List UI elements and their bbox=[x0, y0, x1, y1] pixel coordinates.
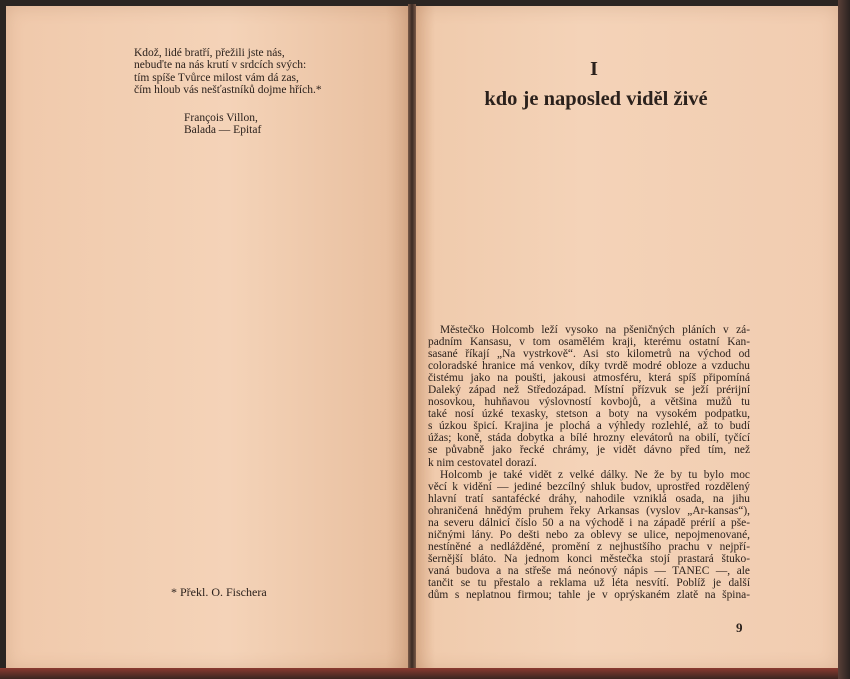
body-line: ničnými lány. Po dešti nebo za oblevy se ulice, nepojmenované, bbox=[428, 528, 750, 541]
body-line: také nosí úzké texasky, stetson a boty na vysokém podpatku, bbox=[428, 408, 750, 421]
page-number: 9 bbox=[736, 620, 743, 635]
epigraph bbox=[134, 47, 374, 97]
translator-footnote: * Překl. O. Fischera bbox=[171, 585, 267, 599]
body-line: nestíněné a nedlážděné, promění z nejhustšího prachu v nejpří- bbox=[428, 540, 750, 553]
body-line: k nim cestovatel dorazí. bbox=[428, 456, 537, 469]
chapter-title: kdo je naposled viděl živé bbox=[484, 88, 708, 110]
body-line: ohraničená hnědým pruhem řeky Arkansas (vyslov „Ar-kansas“), bbox=[428, 504, 750, 517]
epigraph-attribution bbox=[184, 112, 261, 137]
body-line: se půvabně jako řecké chrámy, je vidět dávno před tím, než bbox=[428, 444, 750, 457]
attribution-work: Balada — Epitaf bbox=[184, 124, 262, 137]
body-line: čistému jako na poušti, jakousi atmosféru, která spíš připomíná bbox=[428, 372, 750, 385]
book-right-edge bbox=[838, 0, 850, 679]
body-line: tančit se tu přestalo a reklama už léta nesvítí. Poblíž je další bbox=[428, 576, 750, 589]
body-line: padním Kansasu, v tom osamělém kraji, kterému ostatní Kan- bbox=[428, 336, 750, 349]
body-line: šernější bláto. Na jednom konci městečka stojí prastará štuko- bbox=[428, 552, 750, 565]
body-line: úžas; koně, stáda dobytka a bílé hrozny elevátorů na obilí, tyčící bbox=[428, 432, 750, 445]
left-page bbox=[6, 6, 410, 670]
chapter-number: I bbox=[590, 58, 598, 80]
body-line: hlavní tratí santafécké dráhy, nahodile vzniklá osada, na jihu bbox=[428, 492, 750, 505]
body-line: vaná budova a na střeše má neónový nápis — TANEC —, ale bbox=[428, 564, 750, 577]
chapter-body-text bbox=[428, 324, 750, 601]
body-line: na severu dálnicí číslo 50 a na východě i na západě prérií a pše- bbox=[428, 516, 750, 529]
body-line: dům s neplatnou firmou; tahle je v oprýskaném zlatě na špina- bbox=[428, 589, 750, 602]
epigraph-line: čím hloub vás nešťastníků dojme hřích.* bbox=[134, 84, 322, 97]
body-line: sasané říkají „Na vystrkově“. Asi sto kilometrů na východ od bbox=[428, 348, 750, 361]
epigraph-line: tím spíše Tvůrce milost vám dá zas, bbox=[134, 71, 299, 84]
epigraph-line: Kdož, lidé bratří, přežili jste nás, bbox=[134, 47, 285, 59]
body-line: Daleký západ než Středozápad. Místní přízvuk se ježí prérijní bbox=[428, 384, 750, 397]
book-bottom-edge bbox=[0, 668, 850, 679]
body-line: Holcomb je také vidět z velké dálky. Ne že by tu bylo moc bbox=[440, 468, 750, 481]
body-line: coloradské hranice má venkov, díky tvrdě modré obloze a vzduchu bbox=[428, 360, 750, 373]
body-line: s úzkou špicí. Krajina je plochá a výhledy rozlehlé, až to budí bbox=[428, 420, 750, 433]
body-line: nosovkou, huhňavou výslovností kovbojů, a většina mužů tu bbox=[428, 396, 750, 409]
body-line: Městečko Holcomb leží vysoko na pšeničných pláních v zá- bbox=[440, 324, 750, 336]
body-line: věcí k vidění — jediné bezcílný shluk budov, uprostřed rozdělený bbox=[428, 480, 750, 493]
attribution-author: François Villon, bbox=[184, 112, 258, 124]
epigraph-line: nebuďte na nás krutí v srdcích svých: bbox=[134, 59, 307, 72]
